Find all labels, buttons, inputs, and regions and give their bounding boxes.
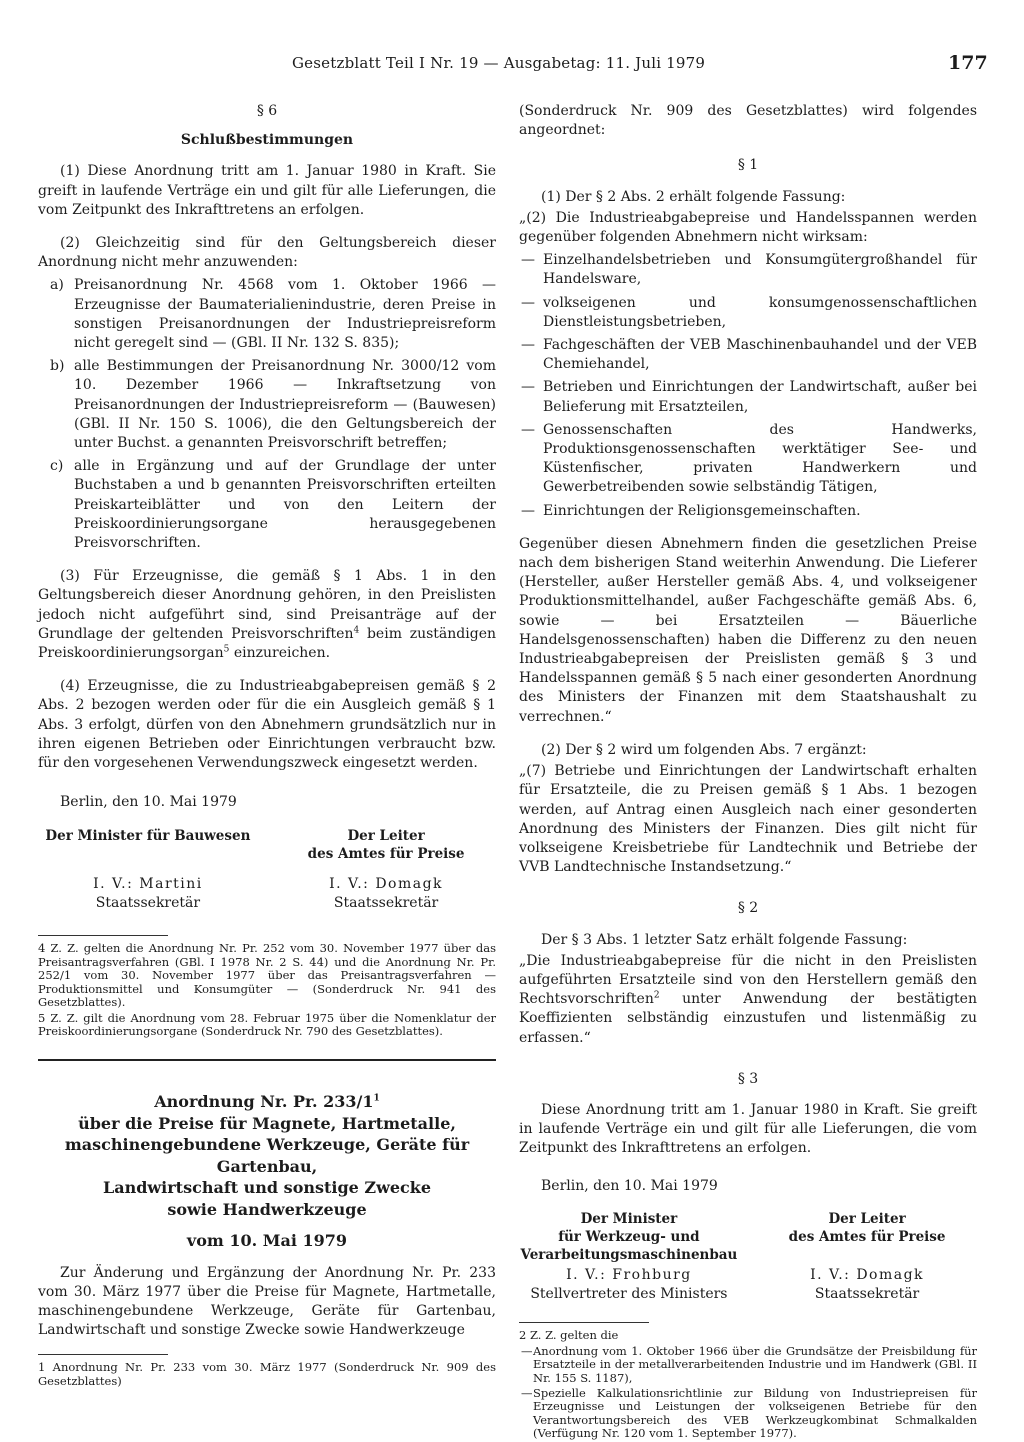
footnote-rule: [38, 935, 168, 936]
list-item-text: alle in Ergänzung und auf der Grundlage der unter Buchstaben a und b genannten Preisvorschriften erteilten Preiskarteiblätter und von den Leitern der Preiskoordinierungsorgane herausgegebenen Preisvorschriften.: [74, 458, 496, 552]
para-1-2: (2) Der § 2 wird um folgenden Abs. 7 ergänzt:: [541, 741, 867, 758]
title-line-1: [38, 1091, 496, 1113]
list-marker: a): [50, 277, 64, 294]
para-6-4: (4) Erzeugnisse, die zu Industrieabgabepreisen gemäß § 2 Abs. 2 bezogen werden oder für die ein Ausgleich gemäß § 1 Abs. 3 erfolgt, dürfen von den Abnehmern grundsätzlich nur in ihren eigenen Betrieben oder Einrichtungen verbraucht bzw. für den vorgesehenen Verwendungszweck eingesetzt werden.: [38, 678, 496, 772]
section-2-number: § 2: [737, 900, 759, 917]
footnote-rule: [38, 1354, 168, 1355]
repeal-list: [50, 276, 496, 553]
signature-role: Staatssekretär: [333, 894, 439, 911]
signature-heading: Verarbeitungsmaschinenbau: [520, 1246, 738, 1263]
para-6-3-c: einzureichen.: [229, 645, 331, 662]
place-date: Berlin, den 10. Mai 1979: [60, 794, 237, 811]
list-item: [519, 502, 977, 521]
footnote-ref-2: 2: [653, 990, 660, 1001]
ordinance-title: [38, 1091, 496, 1252]
section-3-number: § 3: [737, 1070, 759, 1087]
list-item: [519, 251, 977, 289]
list-item: [50, 457, 496, 553]
footnotes-left: [38, 942, 496, 1039]
list-item-text: Genossenschaften des Handwerks, Produktionsgenossenschaften werktätiger See- und Küstenfischer, privaten Handwerkern und Gewerbetreibenden sowie selbständig Tätigen,: [543, 421, 977, 496]
page-header: Gesetzblatt Teil I Nr. 19 — Ausgabetag: 11. Juli 1979: [292, 54, 706, 72]
list-item-text: alle Bestimmungen der Preisanordnung Nr. 3000/12 vom 10. Dezember 1966 — Inkraftsetzung von Preisanordnungen der Industriepreisreform — (Bauwesen) (GBl. II Nr. 150 S. 1006), die den Geltungsbereich der unter Buchst. a genannten Preisvorschrift betreffen;: [74, 358, 496, 452]
para-2-quote: [519, 952, 977, 1048]
signatures: [38, 827, 496, 913]
list-item: [50, 357, 496, 453]
section-1-number: § 1: [737, 157, 759, 174]
list-item-text: Preisanordnung Nr. 4568 vom 1. Oktober 1966 — Erzeugnisse der Baumaterialienindustrie, deren Preise in sonstigen Preisanordnungen der Industriepreisreform nicht geregelt sind — (GBl. II Nr. 132 S. 835);: [74, 277, 496, 352]
para-6-3-b: beim zuständigen Preiskoordinierungsorgan: [38, 625, 497, 662]
left-column: [38, 102, 496, 1389]
footnote-rule: [519, 1322, 649, 1323]
signature-heading: Der Minister: [580, 1210, 678, 1227]
section-6-number: § 6: [256, 103, 278, 119]
footnote-ref-1: 1: [373, 1093, 380, 1104]
title-line-4: Landwirtschaft und sonstige Zwecke: [102, 1178, 432, 1198]
signature-role: Staatssekretär: [814, 1285, 920, 1302]
title-line-5: sowie Handwerkzeuge: [167, 1199, 367, 1219]
para-6-2: (2) Gleichzeitig sind für den Geltungsbereich dieser Anordnung nicht mehr anzuwenden:: [38, 235, 496, 271]
signature-heading: Der Minister für Bauwesen: [45, 827, 251, 844]
signature-name: I. V.: Domagk: [329, 875, 444, 892]
para-1-1-quote: „(2) Die Industrieabgabepreise und Handelsspannen werden gegenüber folgenden Abnehmern nicht wirksam:: [519, 209, 977, 246]
dash-marker: —: [521, 1385, 533, 1400]
list-item-text: Betrieben und Einrichtungen der Landwirtschaft, außer bei Belieferung mit Ersatzteilen,: [543, 379, 977, 415]
signature-price-office: [757, 1210, 977, 1304]
signature-heading: des Amtes für Preise: [307, 845, 465, 862]
dash-marker: —: [521, 379, 535, 396]
list-item: [519, 1387, 977, 1441]
list-item-text: Anordnung vom 1. Oktober 1966 über die Grundsätze der Preisbildung für Ersatzteile in der metallverarbeitenden Industrie und im Handwerk (GBl. II Nr. 155 S. 1187),: [533, 1343, 977, 1385]
signature-heading: des Amtes für Preise: [788, 1228, 946, 1245]
list-marker: b): [50, 358, 65, 375]
signature-heading: Der Leiter: [347, 827, 425, 844]
footnote-2-list: [519, 1345, 977, 1441]
signature-heading: Der Leiter: [828, 1210, 906, 1227]
list-item: [519, 421, 977, 498]
para-3: Diese Anordnung tritt am 1. Januar 1980 in Kraft. Sie greift in laufende Verträge ein und gilt für alle Lieferungen, die vom Zeitpunkt des Inkrafttretens an erfolgen.: [519, 1101, 977, 1157]
para-1-2-quote: „(7) Betriebe und Einrichtungen der Landwirtschaft erhalten für Ersatzteile, die zu Preisen gemäß § 1 Abs. 1 bezogen werden, auf Antrag einen Ausgleich nach einer gesonderten Anordnung des Ministers der Finanzen. Dies gilt nicht für volkseigene Kreisbetriebe für Landtechnik und Betriebe der VVB Landtechnische Instandsetzung.“: [519, 763, 977, 876]
para-2: Der § 3 Abs. 1 letzter Satz erhält folgende Fassung:: [541, 931, 908, 948]
page-number: 177: [948, 52, 988, 74]
para-1-1: (1) Der § 2 Abs. 2 erhält folgende Fassung:: [541, 188, 846, 205]
footnote-1: 1 Anordnung Nr. Pr. 233 vom 30. März 1977 (Sonderdruck Nr. 909 des Gesetzblattes): [38, 1360, 496, 1388]
signature-name: I. V.: Frohburg: [566, 1266, 692, 1283]
list-item: [519, 378, 977, 416]
section-divider: [38, 1059, 496, 1061]
dash-marker: —: [521, 421, 535, 438]
list-item-text: Spezielle Kalkulationsrichtlinie zur Bildung von Industriepreisen für Erzeugnisse und Leistungen der volkseigenen Betriebe für den Verantwortungsbereich des VEB Werkzeugkombinat Schmalkalden (Verfügung Nr. 120 vom 1. September 1977).: [533, 1385, 977, 1441]
list-item: [519, 336, 977, 374]
right-column: [519, 102, 977, 1442]
signature-role: Staatssekretär: [95, 894, 201, 911]
para-2-quote-a: „Die Industrieabgabepreise für die nicht in den Preislisten aufgeführten Ersatzteile sind von den Herstellern gemäß den Rechtsvorschriften: [519, 952, 977, 1008]
list-marker: c): [50, 458, 64, 475]
footnote-5: 5 Z. Z. gilt die Anordnung vom 28. Februar 1975 über die Nomenklatur der Preiskoordinierungsorgane (Sonderdruck Nr. 790 des Gesetzblattes).: [38, 1010, 496, 1039]
footnote-4: 4 Z. Z. gelten die Anordnung Nr. Pr. 252 vom 30. November 1977 über das Preisantragsverfahren (GBl. I 1978 Nr. 2 S. 44) und die Anordnung Nr. Pr. 252/1 vom 30. November 1977 über das Preisantragsverfahren — Produktionsmittel und Konsumgüter — (Sonderdruck Nr. 941 des Gesetzblattes).: [38, 940, 496, 1010]
section-6-title: Schlußbestimmungen: [180, 132, 354, 149]
dash-marker: —: [521, 502, 535, 519]
title-line-3: maschinengebundene Werkzeuge, Geräte für Gartenbau,: [64, 1135, 470, 1176]
para-1-1-after: Gegenüber diesen Abnehmern finden die gesetzlichen Preise nach dem bisherigen Stand weiterhin Anwendung. Die Lieferer (Hersteller, außer Hersteller gemäß Abs. 4, und volkseigener Produktionsmittelhandel, außer Fachgeschäfte gemäß Abs. 6, sowie — bei Ersatzteilen — Bäuerliche Handelsgenossenschaften) haben die Differenz zu den neuen Industrieabgabepreisen der Preislisten gemäß § 3 und Handelsspannen gemäß § 5 nach einer gesonderten Anordnung des Ministers der Finanzen mit dem Staatshaushalt zu verrechnen.“: [519, 535, 977, 725]
para-6-1: (1) Diese Anordnung tritt am 1. Januar 1980 in Kraft. Sie greift in laufende Verträge ein und gilt für alle Lieferungen, die vom Zeitpunkt des Inkrafttretens an erfolgen.: [38, 163, 496, 218]
footnote-ref-4: 4: [353, 625, 360, 636]
footnotes-right: [519, 1329, 977, 1441]
signature-minister: [519, 1210, 739, 1304]
footnote-ref-5: 5: [223, 644, 230, 655]
list-item: [519, 294, 977, 332]
list-item-text: Einzelhandelsbetrieben und Konsumgütergroßhandel für Handelsware,: [543, 252, 977, 288]
signature-heading: für Werkzeug- und: [558, 1228, 700, 1245]
list-item-text: volkseigenen und konsumgenossenschaftlichen Dienstleistungsbetrieben,: [543, 294, 977, 330]
buyer-list: [519, 251, 977, 521]
signature-minister: [38, 827, 258, 913]
list-item-text: Einrichtungen der Religionsgemeinschaften.: [543, 502, 861, 519]
title-line-2: über die Preise für Magnete, Hartmetalle,: [78, 1113, 456, 1133]
para-6-3: [38, 567, 496, 663]
para-6-3-a: (3) Für Erzeugnisse, die gemäß § 1 Abs. 1 in den Geltungsbereich dieser Anordnung gehören, in den Preislisten jedoch nicht aufgeführt sind, sind Preisanträge auf der Grundlage der geltenden Preisvorschriften: [38, 568, 496, 642]
signature-price-office: [276, 827, 496, 913]
place-date: Berlin, den 10. Mai 1979: [541, 1177, 718, 1194]
ordinance-intro: Zur Änderung und Ergänzung der Anordnung Nr. Pr. 233 vom 30. März 1977 über die Preise für Magnete, Hartmetalle, maschinengebundene Werkzeuge, Geräte für Gartenbau, Landwirtschaft und sonstige Zwecke sowie Handwerkzeuge: [38, 1264, 496, 1339]
para-2-quote-b: unter Anwendung der bestätigten Koeffizienten selbständig einzustufen und listenmäßig zu erfassen.“: [519, 991, 977, 1046]
continuation: (Sonderdruck Nr. 909 des Gesetzblattes) wird folgendes angeordnet:: [519, 103, 977, 139]
signature-role: Stellvertreter des Ministers: [530, 1285, 728, 1302]
dash-marker: —: [521, 294, 535, 311]
dash-marker: —: [521, 252, 535, 269]
signature-name: I. V.: Martini: [93, 875, 203, 892]
dash-marker: —: [521, 1343, 533, 1358]
title-text: Anordnung Nr. Pr. 233/1: [154, 1092, 374, 1112]
list-item: [519, 1345, 977, 1386]
dash-marker: —: [521, 337, 535, 354]
list-item-text: Fachgeschäften der VEB Maschinenbauhandel und der VEB Chemiehandel,: [543, 337, 977, 373]
signatures: [519, 1210, 977, 1304]
ordinance-date: vom 10. Mai 1979: [186, 1231, 348, 1251]
footnote-2-head: 2 Z. Z. gelten die: [519, 1328, 619, 1343]
list-item: [50, 276, 496, 353]
signature-name: I. V.: Domagk: [810, 1266, 925, 1283]
